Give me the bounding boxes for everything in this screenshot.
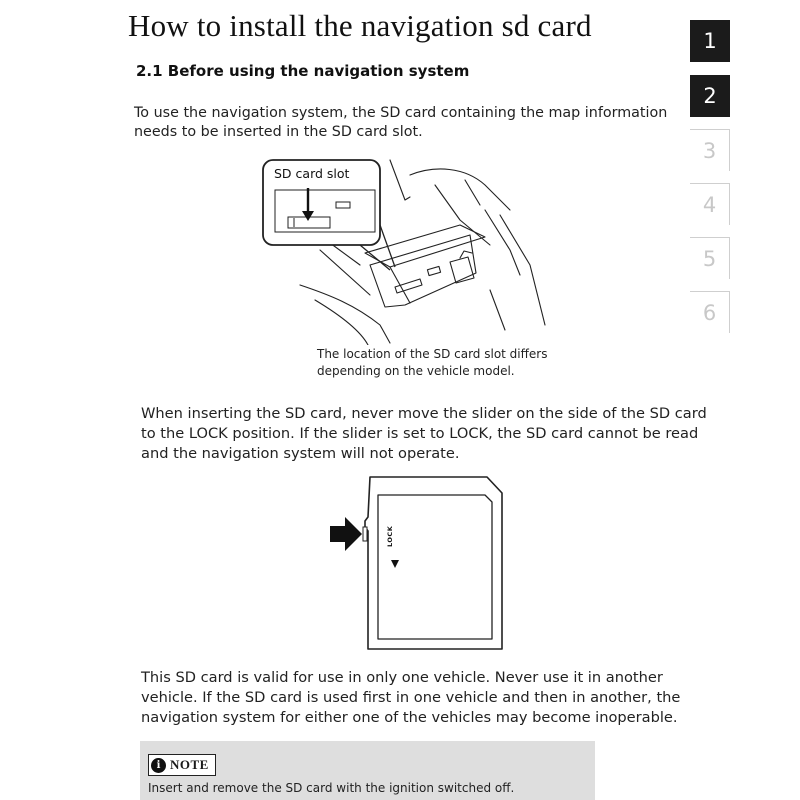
note-badge bbox=[148, 754, 216, 776]
chapter-tab-5[interactable]: 5 bbox=[690, 237, 730, 279]
illustration-caption: The location of the SD card slot differs depending on the vehicle model. bbox=[317, 347, 548, 378]
sd-slot-illustration bbox=[260, 155, 560, 345]
chapter-tab-1[interactable]: 1 bbox=[690, 20, 730, 62]
chapter-tab-6[interactable]: 6 bbox=[690, 291, 730, 333]
note-box bbox=[140, 741, 595, 800]
info-icon: i bbox=[151, 758, 166, 773]
sd-slot-label: SD card slot bbox=[274, 166, 350, 181]
intro-paragraph: To use the navigation system, the SD card containing the map information needs to be inserted in the SD card slot. bbox=[134, 105, 668, 140]
vehicle-paragraph: This SD card is valid for use in only one vehicle. Never use it in another vehicle. If the SD card is used first in one vehicle and then in another, the navigation system for either one of the vehicles may become inoperable. bbox=[141, 669, 681, 726]
chapter-tab-3[interactable]: 3 bbox=[690, 129, 730, 171]
note-label: NOTE bbox=[170, 757, 209, 772]
section-heading: 2.1 Before using the navigation system bbox=[136, 62, 470, 80]
note-text: Insert and remove the SD card with the ignition switched off. bbox=[148, 781, 515, 795]
chapter-tab-4[interactable]: 4 bbox=[690, 183, 730, 225]
chapter-tab-2[interactable]: 2 bbox=[690, 75, 730, 117]
sd-card-diagram bbox=[325, 473, 515, 653]
sd-lock-label: LOCK bbox=[386, 525, 394, 547]
warning-paragraph: When inserting the SD card, never move the slider on the side of the SD card to the LOCK position. If the slider is set to LOCK, the SD card cannot be read and the navigation system will not operate. bbox=[141, 405, 707, 462]
page-title: How to install the navigation sd card bbox=[128, 8, 592, 43]
